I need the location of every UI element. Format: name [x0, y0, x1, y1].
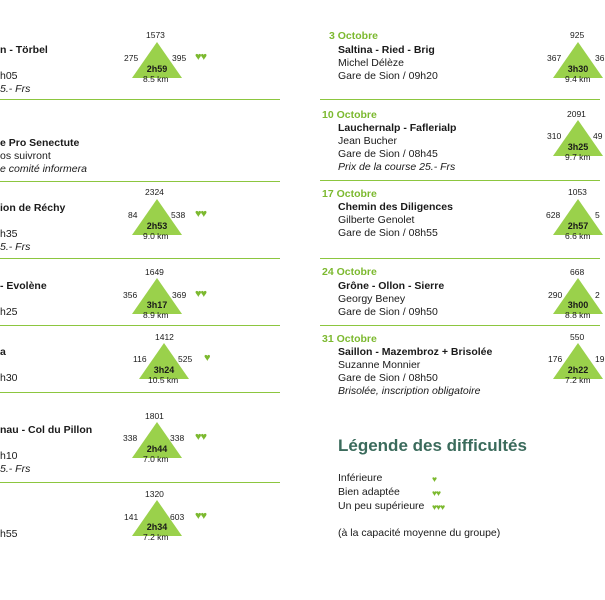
separator — [320, 99, 600, 100]
hike-meeting: os suivront — [0, 150, 51, 162]
difficulty-hearts: ♥ — [204, 352, 210, 364]
legend-label: Inférieure — [338, 472, 383, 484]
hike-meeting: h25 — [0, 306, 18, 318]
hike-meeting: Gare de Sion / 09h20 — [338, 70, 438, 82]
altitude-top: 550 — [570, 332, 585, 342]
hike-note: 5.- Frs — [0, 241, 31, 253]
separator — [0, 258, 280, 259]
separator — [0, 392, 280, 393]
altitude-end: 19 — [595, 354, 605, 364]
hike-date: 10 Octobre — [322, 109, 377, 121]
separator — [320, 258, 600, 259]
hike-title: n - Törbel — [0, 44, 48, 56]
duration: 2h59 — [146, 64, 168, 74]
hike-title: ion de Réchy — [0, 202, 66, 214]
hike-leader: Suzanne Monnier — [338, 359, 421, 371]
hike-meeting: h55 — [0, 528, 18, 540]
altitude-end: 395 — [172, 53, 187, 63]
hike-leader: Gilberte Genolet — [338, 214, 415, 226]
hike-meeting: Gare de Sion / 08h50 — [338, 372, 438, 384]
altitude-end: 5 — [595, 210, 600, 220]
hike-leader: Jean Bucher — [338, 135, 397, 147]
duration: 2h57 — [567, 221, 589, 231]
separator — [0, 482, 280, 483]
difficulty-hearts: ♥♥ — [195, 510, 207, 522]
distance: 10.5 km — [148, 375, 179, 385]
altitude-start: 367 — [547, 53, 562, 63]
duration: 2h34 — [146, 522, 168, 532]
hike-leader: Georgy Beney — [338, 293, 406, 305]
altitude-top: 1649 — [145, 267, 164, 277]
altitude-end: 2 — [595, 290, 600, 300]
distance: 7.2 km — [565, 375, 591, 385]
altitude-start: 84 — [128, 210, 138, 220]
separator — [0, 181, 280, 182]
difficulty-hearts: ♥♥ — [195, 288, 207, 300]
legend-hearts-icon: ♥♥ — [432, 488, 441, 498]
altitude-start: 628 — [546, 210, 561, 220]
hike-title: Lauchernalp - Faflerialp — [338, 122, 457, 134]
altitude-end: 369 — [172, 290, 187, 300]
distance: 9.4 km — [565, 74, 591, 84]
hike-meeting: Gare de Sion / 09h50 — [338, 306, 438, 318]
legend-footnote: (à la capacité moyenne du groupe) — [338, 527, 501, 539]
altitude-start: 141 — [124, 512, 139, 522]
hike-note: Brisolée, inscription obligatoire — [338, 385, 481, 397]
hike-title: nau - Col du Pillon — [0, 424, 93, 436]
altitude-end: 338 — [170, 433, 185, 443]
altitude-start: 176 — [548, 354, 563, 364]
duration: 2h53 — [146, 221, 168, 231]
hike-title: Grône - Ollon - Sierre — [338, 280, 445, 292]
distance: 7.2 km — [143, 532, 169, 542]
hike-title: e Pro Senectute — [0, 137, 80, 149]
hike-note: 5.- Frs — [0, 83, 31, 95]
hike-title: Chemin des Diligences — [338, 201, 453, 213]
legend-label: Bien adaptée — [338, 486, 400, 498]
difficulty-hearts: ♥♥ — [195, 208, 207, 220]
altitude-top: 2324 — [145, 187, 164, 197]
altitude-start: 290 — [548, 290, 563, 300]
hike-date: 3 Octobre — [329, 30, 379, 42]
hike-meeting: Gare de Sion / 08h45 — [338, 148, 438, 160]
hike-note: 5.- Frs — [0, 463, 31, 475]
altitude-top: 1801 — [145, 411, 164, 421]
hike-title: a — [0, 346, 6, 358]
separator — [320, 325, 600, 326]
distance: 7.0 km — [143, 454, 169, 464]
altitude-start: 116 — [133, 354, 147, 364]
altitude-top: 925 — [570, 30, 585, 40]
altitude-end: 525 — [178, 354, 193, 364]
hike-date: 31 Octobre — [322, 333, 377, 345]
hike-meeting: h30 — [0, 372, 18, 384]
altitude-start: 338 — [123, 433, 138, 443]
hike-leader: Michel Délèze — [338, 57, 404, 69]
duration: 3h00 — [567, 300, 589, 310]
hike-note: e comité informera — [0, 163, 87, 175]
altitude-top: 1053 — [568, 187, 587, 197]
separator — [0, 325, 280, 326]
distance: 6.6 km — [565, 231, 591, 241]
right-column — [300, 0, 605, 600]
altitude-start: 356 — [123, 290, 138, 300]
distance: 9.7 km — [565, 152, 591, 162]
distance: 9.0 km — [143, 231, 169, 241]
altitude-top: 2091 — [567, 109, 586, 119]
hike-meeting: Gare de Sion / 08h55 — [338, 227, 438, 239]
distance: 8.9 km — [143, 310, 169, 320]
hike-date: 17 Octobre — [322, 188, 377, 200]
altitude-top: 1412 — [155, 332, 174, 342]
altitude-top: 668 — [570, 267, 585, 277]
duration: 3h25 — [567, 142, 589, 152]
difficulty-hearts: ♥♥ — [195, 431, 207, 443]
altitude-top: 1573 — [146, 30, 165, 40]
legend-hearts-icon: ♥ — [432, 474, 437, 484]
duration: 3h17 — [146, 300, 168, 310]
legend-hearts-icon: ♥♥♥ — [432, 502, 445, 512]
duration: 2h22 — [567, 365, 589, 375]
hike-date: 24 Octobre — [322, 266, 377, 278]
hike-title: - Evolène — [0, 280, 47, 292]
difficulty-hearts: ♥♥ — [195, 51, 207, 63]
altitude-top: 1320 — [145, 489, 164, 499]
altitude-start: 275 — [124, 53, 139, 63]
separator — [320, 180, 600, 181]
hike-title: Saillon - Mazembroz + Brisolée — [338, 346, 493, 358]
distance: 8.8 km — [565, 310, 591, 320]
altitude-end: 538 — [171, 210, 186, 220]
duration: 3h30 — [567, 64, 589, 74]
hike-meeting: h10 — [0, 450, 18, 462]
separator — [0, 99, 280, 100]
altitude-end: 36 — [595, 53, 605, 63]
legend-label: Un peu supérieure — [338, 500, 425, 512]
hike-meeting: h05 — [0, 70, 18, 82]
distance: 8.5 km — [143, 74, 169, 84]
left-column — [0, 0, 300, 600]
altitude-end: 49 — [593, 131, 603, 141]
hike-meeting: h35 — [0, 228, 18, 240]
hike-title: Saltina - Ried - Brig — [338, 44, 435, 56]
hike-note: Prix de la course 25.- Frs — [338, 161, 456, 173]
duration: 2h44 — [146, 444, 168, 454]
legend-title: Légende des difficultés — [338, 436, 527, 455]
duration: 3h24 — [153, 365, 175, 375]
altitude-end: 603 — [170, 512, 185, 522]
altitude-start: 310 — [547, 131, 562, 141]
